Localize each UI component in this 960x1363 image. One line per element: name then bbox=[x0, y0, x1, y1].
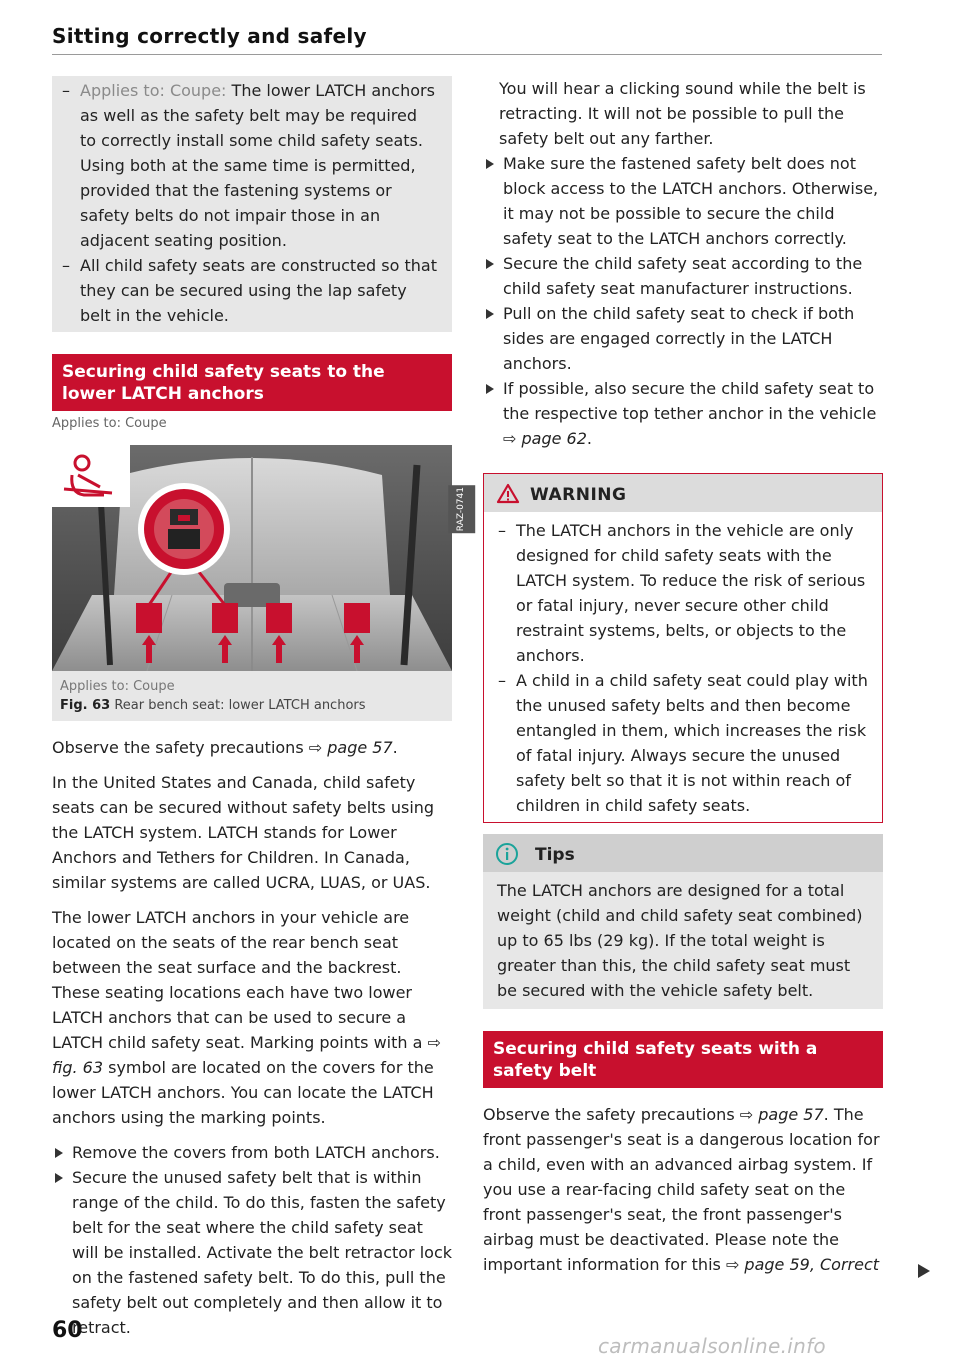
figure-63: RAZ-0741 Applies to: Coupe Fig. 63 Rear bench seat: lower LATCH anchors bbox=[52, 445, 452, 721]
page-reference-link[interactable]: ⇨ page 59, Correct bbox=[725, 1255, 880, 1274]
tips-title: Tips bbox=[535, 845, 575, 865]
tips-text: The LATCH anchors are designed for a total weight (child and child safety seat combined) up to 65 lbs (29 kg). If the total weight is greater than this, the child safety seat must be secured with the vehicle safety belt. bbox=[497, 881, 863, 1000]
page-reference-link[interactable]: ⇨ page 62 bbox=[503, 429, 587, 448]
warning-title: WARNING bbox=[530, 485, 627, 505]
figure-caption-line: Fig. 63 Rear bench seat: lower LATCH anchors bbox=[60, 698, 366, 713]
watermark: carmanualsonline.info bbox=[598, 1334, 826, 1358]
page-reference-link[interactable]: ⇨ page 57 bbox=[739, 1105, 824, 1124]
figure-reference-link[interactable]: ⇨ fig. 63 bbox=[52, 1033, 441, 1077]
page-reference-link[interactable]: ⇨ page 57 bbox=[308, 738, 393, 757]
applies-to-note: Applies to: Coupe bbox=[52, 416, 167, 431]
paragraph: The lower LATCH anchors in your vehicle are located on the seats of the rear bench seat between the seat surface and the backrest. These seating locations each have two lower LATCH anchors that can be used to secure a LATCH child safety seat. Marking points with a ⇨ fig. 63 symbol are located on the covers for the lower LATCH anchors. You can locate the LATCH anchors using the marking points. bbox=[52, 908, 441, 1127]
instruction-list bbox=[52, 1140, 452, 1340]
paragraph: In the United States and Canada, child safety seats can be secured without safety belts using the LATCH system. LATCH stands for Lower Anchors and Tethers for Children. In Canada, similar systems are called UCRA, LUAS, or UAS. bbox=[52, 773, 435, 892]
intro-list-item: – All child safety seats are constructed so that they can be secured using the lap safety belt in the vehicle. bbox=[60, 253, 438, 328]
tips-header bbox=[483, 834, 883, 872]
instruction-list bbox=[483, 151, 883, 451]
page-number: 60 bbox=[52, 1318, 83, 1343]
continue-arrow-icon bbox=[918, 1264, 930, 1278]
paragraph: Observe the safety precautions ⇨ page 57. The front passenger's seat is a dangerous location for a child, even with an advanced airbag system. If you use a rear-facing child safety seat on the front passenger's seat, the front passenger's airbag must be deactivated. Please note the important information for this ⇨ page 59, Correct bbox=[483, 1105, 880, 1274]
info-icon bbox=[495, 842, 519, 866]
instruction-step: If possible, also secure the child safety seat to the respective top tether anchor in the vehicle ⇨ page 62. bbox=[483, 376, 883, 451]
instruction-step: Pull on the child safety seat to check if both sides are engaged correctly in the LATCH anchors. bbox=[483, 301, 883, 376]
right-column bbox=[483, 76, 883, 1277]
section-heading-safety-belt: Securing child safety seats with a safety belt bbox=[483, 1031, 883, 1088]
warning-body bbox=[484, 512, 882, 822]
warning-triangle-icon bbox=[496, 483, 520, 504]
section-heading-latch: Securing child safety seats to the lower LATCH anchors bbox=[52, 354, 452, 411]
instruction-step: Secure the unused safety belt that is within range of the child. To do this, fasten the safety belt for the seat where the child safety seat will be installed. Activate the belt retractor lock on the fastened safety belt. To do this, pull the safety belt out completely and then allow it to retract. bbox=[52, 1165, 452, 1340]
left-column bbox=[52, 76, 466, 1340]
figure-label: Fig. 63 bbox=[60, 698, 111, 713]
instruction-step: Remove the covers from both LATCH anchors. bbox=[52, 1140, 452, 1165]
rear-bench-seat-illustration bbox=[52, 445, 452, 671]
warning-item: – The LATCH anchors in the vehicle are only designed for child safety seats with the LATCH system. To reduce the risk of serious or fatal injury, never secure other child restraint systems, belts, or objects to the anchors. bbox=[496, 518, 870, 668]
instruction-step: Secure the child safety seat according to the child safety seat manufacturer instructions. bbox=[483, 251, 883, 301]
warning-box bbox=[483, 473, 883, 823]
paragraph: Observe the safety precautions ⇨ page 57. bbox=[52, 738, 398, 757]
instruction-step: Make sure the fastened safety belt does not block access to the LATCH anchors. Otherwise, it may not be possible to secure the child safety seat to the LATCH anchors correctly. bbox=[483, 151, 883, 251]
tips-box bbox=[483, 834, 883, 1009]
header-title: Sitting correctly and safely bbox=[52, 24, 367, 48]
intro-list-item: – Applies to: Coupe: The lower LATCH anchors as well as the safety belt may be required to correctly install some child safety seats. Using both at the same time is permitted, provided that the fastening systems or safety belts do not impair those in an adjacent seating position. bbox=[60, 78, 438, 253]
page-header bbox=[52, 22, 882, 55]
continued-text: You will hear a clicking sound while the belt is retracting. It will not be possible to pull the safety belt out any farther. bbox=[499, 79, 866, 148]
warning-item: – A child in a child safety seat could play with the unused safety belts and then become entangled in them, which increases the risk of fatal injury. Always secure the unused safety belt so that it is not within reach of children in child safety seats. bbox=[496, 668, 870, 818]
figure-applies: Applies to: Coupe bbox=[60, 679, 175, 694]
warning-header bbox=[484, 474, 882, 512]
intro-note-box bbox=[52, 76, 452, 332]
figure-caption bbox=[52, 671, 452, 721]
